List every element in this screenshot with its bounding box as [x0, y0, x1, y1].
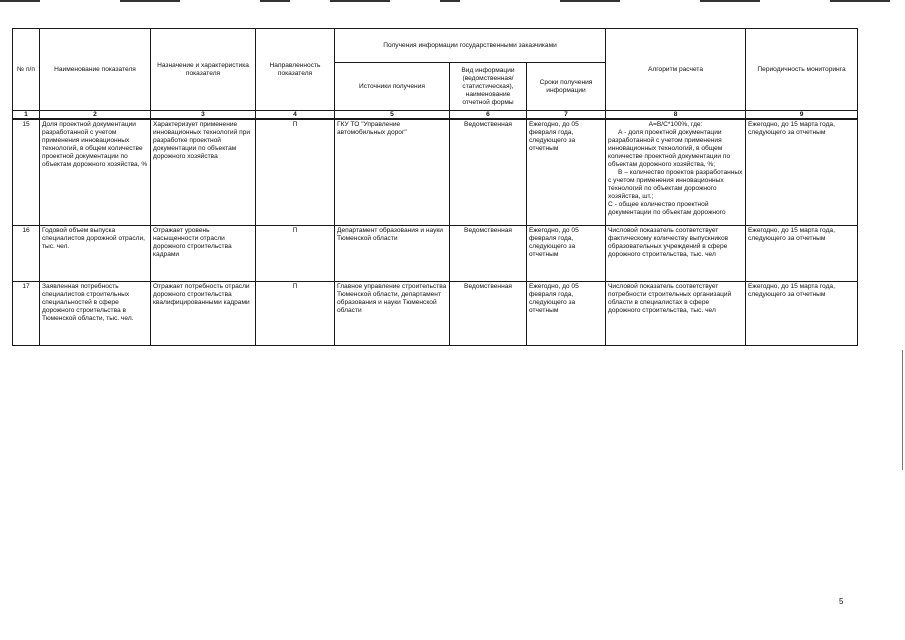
- scan-top-mark-2: [120, 0, 180, 2]
- row-name: Заявленная потребность специалистов строительных специальностей в сфере дорожного строительства в Тюменской области, тыс. чел.: [40, 281, 151, 345]
- column-number: 5: [335, 111, 450, 120]
- header-name: Наименование показателя: [40, 29, 151, 111]
- column-number: 4: [256, 111, 335, 120]
- column-number: 9: [746, 111, 858, 120]
- row-purpose: Отражает уровень насыщенности отрасли дорожного строительства кадрами: [151, 225, 256, 281]
- column-number: 6: [450, 111, 527, 120]
- row-name: Годовой объем выпуска специалистов дорожной отрасли, тыс. чел.: [40, 225, 151, 281]
- row-info-type: Ведомственная: [450, 281, 527, 345]
- row-source: Главное управление строительства Тюменской области, департамент образования и науки Тюменской области: [335, 281, 450, 345]
- row-purpose: Отражает потребность отрасли дорожного строительства квалифицированными кадрами: [151, 281, 256, 345]
- table-row: [13, 225, 858, 281]
- row-direction: П: [256, 119, 335, 225]
- indicator-table: [12, 28, 858, 346]
- row-terms: Ежегодно, до 05 февраля года, следующего за отчетным: [527, 281, 606, 345]
- header-info-group: Получения информации государственными заказчиками: [335, 29, 606, 63]
- header-info-type: Вид информации (ведомственная/ статистическая), наименование отчетной формы: [450, 63, 527, 111]
- page-number: 5: [839, 597, 844, 606]
- scan-top-mark-1: [0, 0, 40, 2]
- scan-top-mark-5: [440, 0, 460, 2]
- row-algorithm: [606, 119, 746, 225]
- row-info-type: Ведомственная: [450, 225, 527, 281]
- column-number: 8: [606, 111, 746, 120]
- algorithm-line: В – количество проектов разработанных с учетом применения инновационных технологий по объектам дорожного хозяйства, шт.;: [608, 169, 743, 200]
- row-algorithm: Числовой показатель соответствует фактическому количеству выпускников образовательных учреждений в сфере дорожного строительства, тыс. чел: [606, 225, 746, 281]
- column-number: 3: [151, 111, 256, 120]
- indicator-table-sheet: [12, 28, 857, 346]
- column-number: 2: [40, 111, 151, 120]
- row-info-type: Ведомственная: [450, 119, 527, 225]
- row-num: 15: [13, 119, 40, 225]
- row-terms: Ежегодно, до 05 февраля года, следующего за отчетным: [527, 119, 606, 225]
- scan-top-mark-8: [830, 0, 890, 2]
- row-period: Ежегодно, до 15 марта года, следующего за отчетным: [746, 225, 858, 281]
- row-terms: Ежегодно, до 05 февраля года, следующего за отчетным: [527, 225, 606, 281]
- row-algorithm: Числовой показатель соответствует потребности строительных организаций области в специалистах в сфере дорожного строительства, тыс. чел: [606, 281, 746, 345]
- header-sources: Источники получения: [335, 63, 450, 111]
- row-name: Доля проектной документации разработанной с учетом применения инновационных технологий, в общем количестве проектной документации по объектам дорожного хозяйства, %: [40, 119, 151, 225]
- table-row: [13, 119, 858, 225]
- header-num: № п/п: [13, 29, 40, 111]
- scan-top-mark-6: [560, 0, 620, 2]
- row-period: Ежегодно, до 15 марта года, следующего за отчетным: [746, 281, 858, 345]
- scan-top-mark-7: [700, 0, 760, 2]
- row-purpose: Характеризует применение инновационных технологий при разработке проектной документации по объектам дорожного хозяйства: [151, 119, 256, 225]
- header-algorithm: Алгоритм расчета: [606, 29, 746, 111]
- scan-top-mark-3: [260, 0, 290, 2]
- header-terms: Сроки получения информации: [527, 63, 606, 111]
- row-num: 16: [13, 225, 40, 281]
- algorithm-line: А - доля проектной документации разработанной с учетом применения инновационных технологий, в общем количестве проектной документации по объектам дорожного хозяйства, %;: [608, 129, 731, 168]
- row-direction: П: [256, 281, 335, 345]
- row-source: ГКУ ТО "Управление автомобильных дорог": [335, 119, 450, 225]
- row-num: 17: [13, 281, 40, 345]
- header-purpose: Назначение и характеристика показателя: [151, 29, 256, 111]
- table-row: [13, 281, 858, 345]
- scan-top-mark-4: [330, 0, 390, 2]
- row-source: Департамент образования и науки Тюменской области: [335, 225, 450, 281]
- algorithm-line: С - общее количество проектной документации по объектам дорожного: [608, 201, 726, 216]
- row-direction: П: [256, 225, 335, 281]
- column-number: 7: [527, 111, 606, 120]
- header-direction: Направленность показателя: [256, 29, 335, 111]
- row-period: Ежегодно, до 15 марта года, следующего за отчетным: [746, 119, 858, 225]
- column-number: 1: [13, 111, 40, 120]
- scan-right-mark: [902, 350, 903, 470]
- header-period: Периодичность мониторинга: [746, 29, 858, 111]
- algorithm-line: А=В/С*100%, где:: [648, 121, 703, 128]
